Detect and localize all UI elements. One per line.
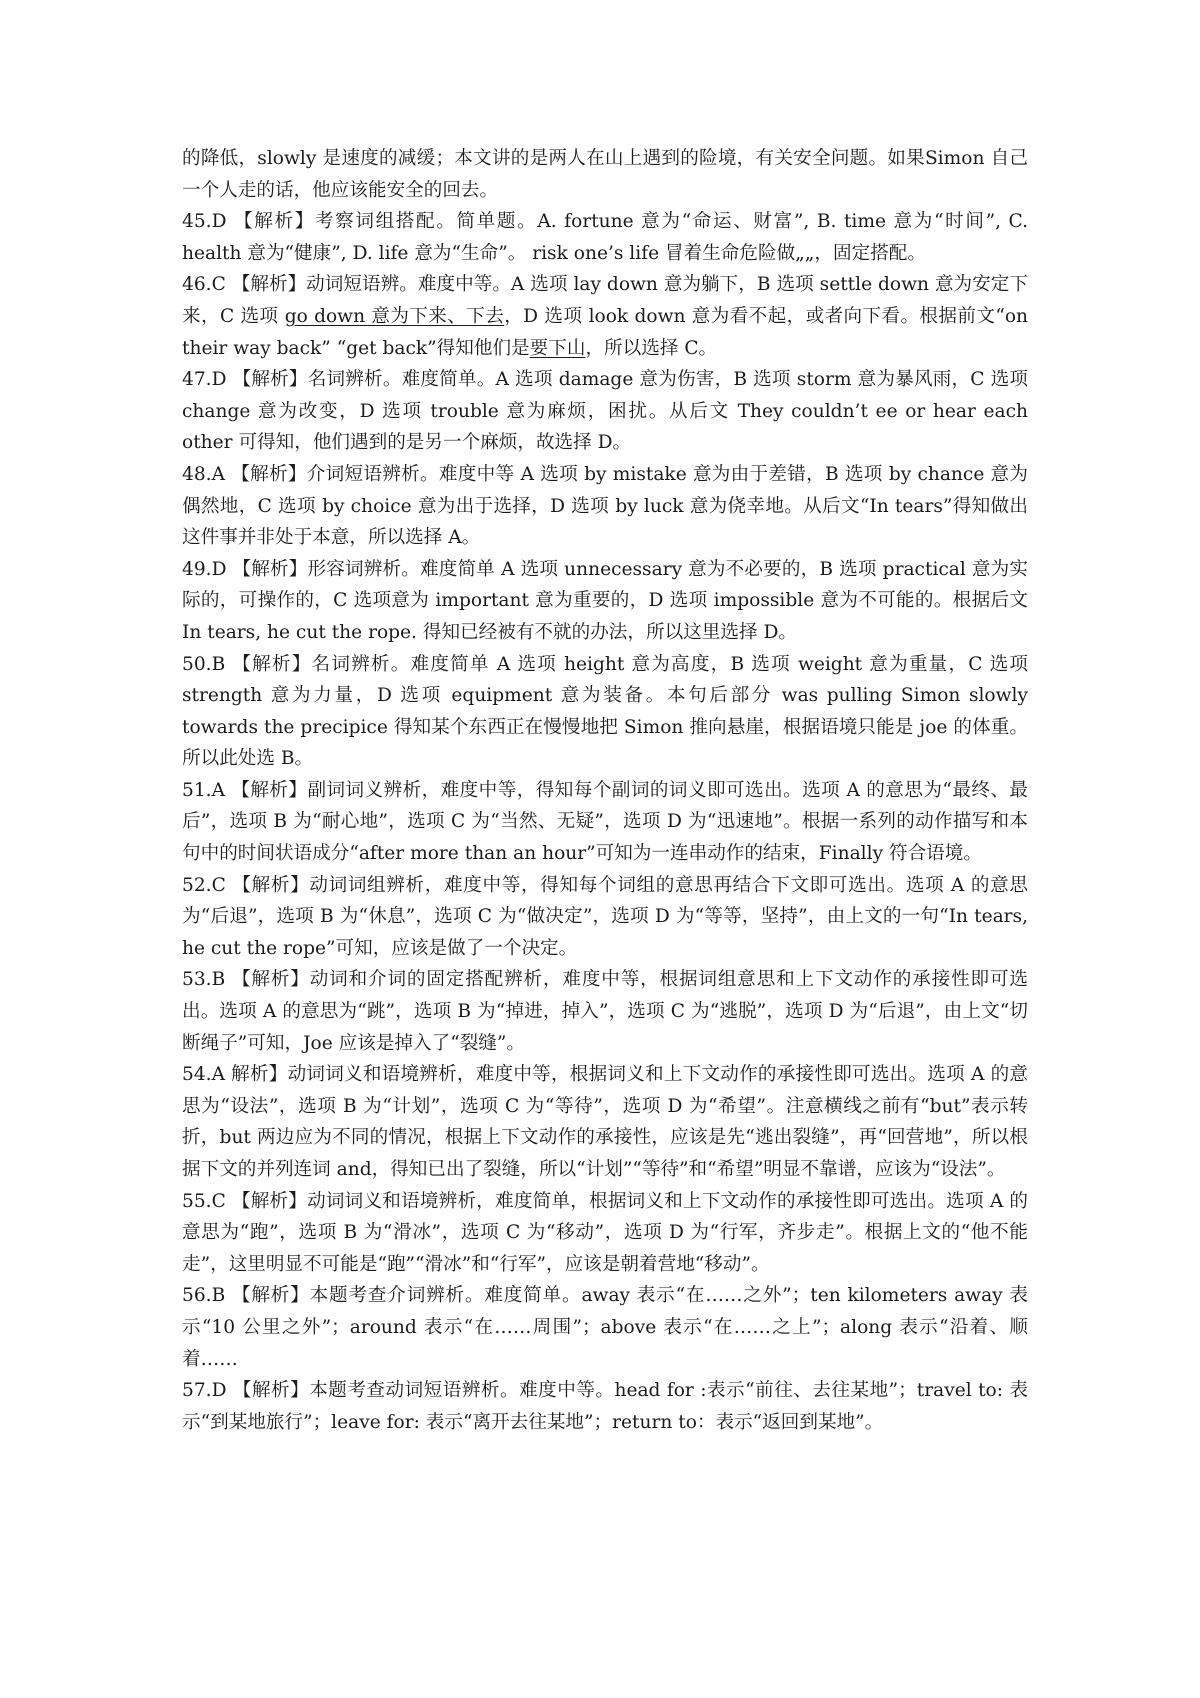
text-run: 45.D 【解析】考察词组搭配。简单题。A. fortune 意为“命运、财富”, B. time 意为“时间”, C. health 意为“健康”, D. life 意为“生命”。 risk one’s life 冒着生命危险做„„，固定搭配。 (182, 211, 1028, 264)
answer-54 (182, 1059, 1028, 1185)
text-run: 56.B 【解析】本题考查介词辨析。难度简单。away 表示“在……之外”；ten kilometers away 表示“10 公里之外”；around 表示“在……周围”；above 表示“在……之上”；along 表示“沿着、顺着…… (182, 1285, 1028, 1370)
text-run: 47.D 【解析】名词辨析。难度简单。A 选项 damage 意为伤害，B 选项 storm 意为暴风雨，C 选项 change 意为改变，D 选项 trouble 意为麻烦，困扰。从后文 They couldn’t ee or hear each other 可得知，他们遇到的是另一个麻烦，故选择 D。 (182, 369, 1028, 454)
answer-53 (182, 964, 1028, 1059)
text-run: 50.B 【解析】名词辨析。难度简单 A 选项 height 意为高度，B 选项 weight 意为重量，C 选项 strength 意为力量，D 选项 equipment 意为装备。本句后部分 was pulling Simon slowly towards the precipice 得知某个东西正在慢慢地把 Simon 推向悬崖，根据语境只能是 joe 的体重。所以此处选 B。 (182, 653, 1028, 770)
text-run: 57.D 【解析】本题考查动词短语辨析。难度中等。head for :表示“前往、去往某地”；travel to: 表示“到某地旅行”；leave for: 表示“离开去往某地”；return to：表示“返回到某地”。 (182, 1380, 1028, 1433)
text-run: 54.A 解析】动词词义和语境辨析，难度中等，根据词义和上下文动作的承接性即可选出。选项 A 的意思为“设法”，选项 B 为“计划”，选项 C 为“等待”，选项 D 为“希望”。注意横线之前有“but”表示转折，but 两边应为不同的情况，根据上下文动作的承接性，应该是先“逃出裂缝”，再“回营地”，所以根据下文的并列连词 and，得知已出了裂缝，所以“计划”“等待”和“希望”明显不靠谱，应该为“设法”。 (182, 1064, 1028, 1180)
answer-47 (182, 364, 1028, 459)
text-run: 48.A 【解析】介词短语辨析。难度中等 A 选项 by mistake 意为由于差错，B 选项 by chance 意为偶然地，C 选项 by choice 意为出于选择，D 选项 by luck 意为侥幸地。从后文“In tears”得知做出这件事并非处于本意，所以选择 A。 (182, 463, 1028, 549)
underlined-text: 要下山 (529, 337, 586, 359)
answer-57 (182, 1375, 1028, 1438)
text-run: 49.D 【解析】形容词辨析。难度简单 A 选项 unnecessary 意为不必要的，B 选项 practical 意为实际的，可操作的，C 选项意为 important 意为重要的，D 选项 impossible 意为不可能的。根据后文 In tears, he cut the rope. 得知已经被有不就的办法，所以这里选择 D。 (182, 558, 1028, 643)
text-run: ，D 选项 look down 意为看不起，或者向下看。根据前文“on their way back” “get back”得知他们是 (182, 305, 1028, 359)
underlined-text: go down 意为下来、下去 (284, 305, 505, 327)
text-run: 52.C 【解析】动词词组辨析，难度中等，得知每个词组的意思再结合下文即可选出。选项 A 的意思为“后退”，选项 B 为“休息”，选项 C 为“做决定”，选项 D 为“等等，坚持”，由上文的一句“In tears, he cut the rope”可知，应该是做了一个决定。 (182, 874, 1028, 959)
text-run: ，所以选择 C。 (585, 337, 718, 359)
answer-56 (182, 1280, 1028, 1375)
answer-51 (182, 775, 1028, 870)
answer-48 (182, 459, 1028, 554)
paragraph-intro (182, 143, 1028, 206)
text-run: 46.C 【解析】动词短语辨。难度中等。A 选项 lay down 意为躺下，B 选项 settle down 意为安定下来，C 选项 (182, 274, 1028, 327)
answer-45 (182, 206, 1028, 269)
text-run: 53.B 【解析】动词和介词的固定搭配辨析，难度中等，根据词组意思和上下文动作的承接性即可选出。选项 A 的意思为“跳”，选项 B 为“掉进，掉入”，选项 C 为“逃脱”，选项 D 为“后退”，由上文“切断绳子”可知，Joe 应该是掉入了“裂缝”。 (182, 969, 1028, 1054)
answer-50 (182, 649, 1028, 775)
answer-52 (182, 870, 1028, 965)
text-run: 的降低，slowly 是速度的减缓；本文讲的是两人在山上遇到的险境，有关安全问题。如果Simon 自己一个人走的话，他应该能安全的回去。 (182, 148, 1028, 201)
text-run: 55.C 【解析】动词词义和语境辨析，难度简单，根据词义和上下文动作的承接性即可选出。选项 A 的意思为“跑”，选项 B 为“滑冰”，选项 C 为“移动”，选项 D 为“行军，齐步走”。根据上文的“他不能走”，这里明显不可能是“跑”“滑冰”和“行军”，应该是朝着营地“移动”。 (182, 1190, 1028, 1275)
answer-46 (182, 269, 1028, 364)
answer-55 (182, 1186, 1028, 1281)
text-run: 51.A 【解析】副词词义辨析，难度中等，得知每个副词的词义即可选出。选项 A 的意思为“最终、最后”，选项 B 为“耐心地”，选项 C 为“当然、无疑”，选项 D 为“迅速地”。根据一系列的动作描写和本句中的时间状语成分“after more than an hour”可知为一连串动作的结束，Finally 符合语境。 (182, 779, 1028, 865)
document-page (182, 143, 1028, 1438)
answer-49 (182, 554, 1028, 649)
